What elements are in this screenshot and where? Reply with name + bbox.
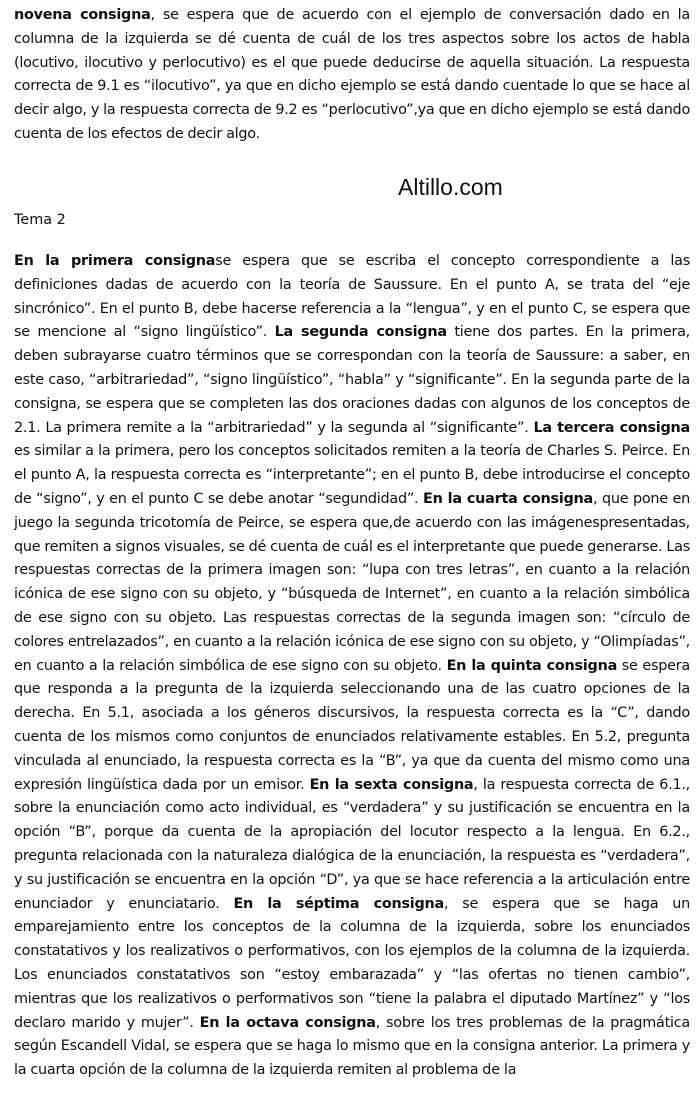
- paragraph-lead: novena consigna: [14, 7, 151, 23]
- lead-segunda-consigna: La segunda consigna: [274, 324, 447, 341]
- section-title: Tema 2: [14, 212, 66, 228]
- paragraph-body: , se espera que de acuerdo con el ejemplo de conversación dado en la columna de la izquierda se dé cuenta de cuál de los tres aspectos sobre los actos de habla (locutivo, ilocutivo y perlocutivo) es el que puede deducirse de aquella situación. La respuesta correcta de 9.1 es “ilocutivo”, ya que en dicho ejemplo se está dando cuentade lo que se hace al decir algo, y la respuesta correcta de 9.2 es “perlocutivo”,ya que en dicho ejemplo se está dando cuenta de los efectos de decir algo.: [14, 7, 690, 142]
- text-segment: se espera que se escriba el concepto correspondiente a las definiciones dadas de acuerdo con la teoría de Saussure. En el punto A, se trata del “eje sincrónico”. En el punto B, debe hacerse referencia a la “lengua”, y en el punto C, se espera que se mencione al “signo lingüístico”.: [14, 253, 690, 341]
- lead-primera-consigna: En la primera consigna: [14, 253, 216, 269]
- text-segment: , la respuesta correcta de 6.1., sobre la enunciación como acto individual, es “verdadera” y su justificación se encuentra en la opción “B”, porque da cuenta de la apropiación del locutor respecto a la lengua. En 6.2., pregunta relacionada con la naturaleza dialógica de la enunciación, la respuesta es “verdadera”, y su justificación se encuentra en la opción “D”, ya que se hace referencia a la articulación entre enunciador y enunciatario.: [14, 776, 691, 912]
- text-segment: es similar a la primera, pero los conceptos solicitados remiten a la teoría de Charles S. Peirce. En el punto A, la respuesta correcta es “interpretante”; en el punto B, debe introducirse el concepto de “signo”, y en el punto C se debe anotar “segundidad”.: [14, 443, 690, 507]
- text-segment: , que pone en juego la segunda tricotomía de Peirce, se espera que,de acuerdo con las imágenespresentadas, que remiten a signos visuales, se dé cuenta de cuál es el interpretante que puede generarse. Las respuestas correctas de la primera imagen son: “lupa con tres letras”, en cuanto a la relación icónica de ese signo con su objeto, y “búsqueda de Internet”, en cuanto a la relación simbólica de ese signo con su objeto. Las respuestas correctas de la segunda imagen son: “círculo de colores entrelazados”, en cuanto a la relación icónica de ese signo con su objeto, y “Olimpíadas”, en cuanto a la relación simbólica de ese signo con su objeto.: [14, 490, 690, 674]
- lead-octava-consigna: En la octava consigna: [199, 1014, 376, 1031]
- watermark-altillo: Altillo.com: [398, 174, 503, 200]
- text-segment: se espera que responda a la pregunta de la izquierda seleccionando una de las cuatro opciones de la derecha. En 5.1, asociada a los géneros discursivos, la respuesta correcta es la “C”, dando cuenta de los mismos como conjuntos de enunciados relativamente estables. En 5.2, pregunta vinculada al enunciado, la respuesta correcta es la “B”, ya que da cuenta del mismo como una expresión lingüística dada por un emisor.: [14, 657, 690, 793]
- paragraph-tema-2: [14, 250, 690, 1083]
- text-segment: tiene dos partes. En la primera, deben subrayarse cuatro términos que se correspondan con la teoría de Saussure: a saber, en este caso, “arbitrariedad”, “signo lingüístico”, “habla” y “significante”. En la segunda parte de la consigna, se espera que se completen las dos oraciones dadas con algunos de los conceptos de 2.1. La primera remite a la “arbitrariedad” y la segunda al “significante”.: [14, 324, 690, 436]
- lead-sexta-consigna: En la sexta consigna: [309, 776, 474, 793]
- lead-cuarta-consigna: En la cuarta consigna: [423, 490, 594, 507]
- lead-septima-consigna: En la séptima consigna: [233, 895, 444, 912]
- text-segment: , se espera que se haga un emparejamiento entre los conceptos de la columna de la izquierda, sobre los enunciados constatativos y los realizativos o performativos, con los ejemplos de la columna de la izquierda. Los enunciados constatativos son “estoy embarazada” y “las ofertas no tienen cambio”, mientras que los realizativos o performativos son “tiene la palabra el diputado Martínez” y “los declaro marido y mujer”.: [14, 895, 690, 1031]
- lead-tercera-consigna: La tercera consigna: [533, 419, 690, 436]
- lead-quinta-consigna: En la quinta consigna: [446, 657, 618, 674]
- paragraph-novena-consigna: [14, 4, 690, 147]
- text-segment: , sobre los tres problemas de la pragmática según Escandell Vidal, se espera que se haga lo mismo que en la consigna anterior. La primera y la cuarta opción de la columna de la izquierda remiten al problema de la: [14, 1014, 690, 1079]
